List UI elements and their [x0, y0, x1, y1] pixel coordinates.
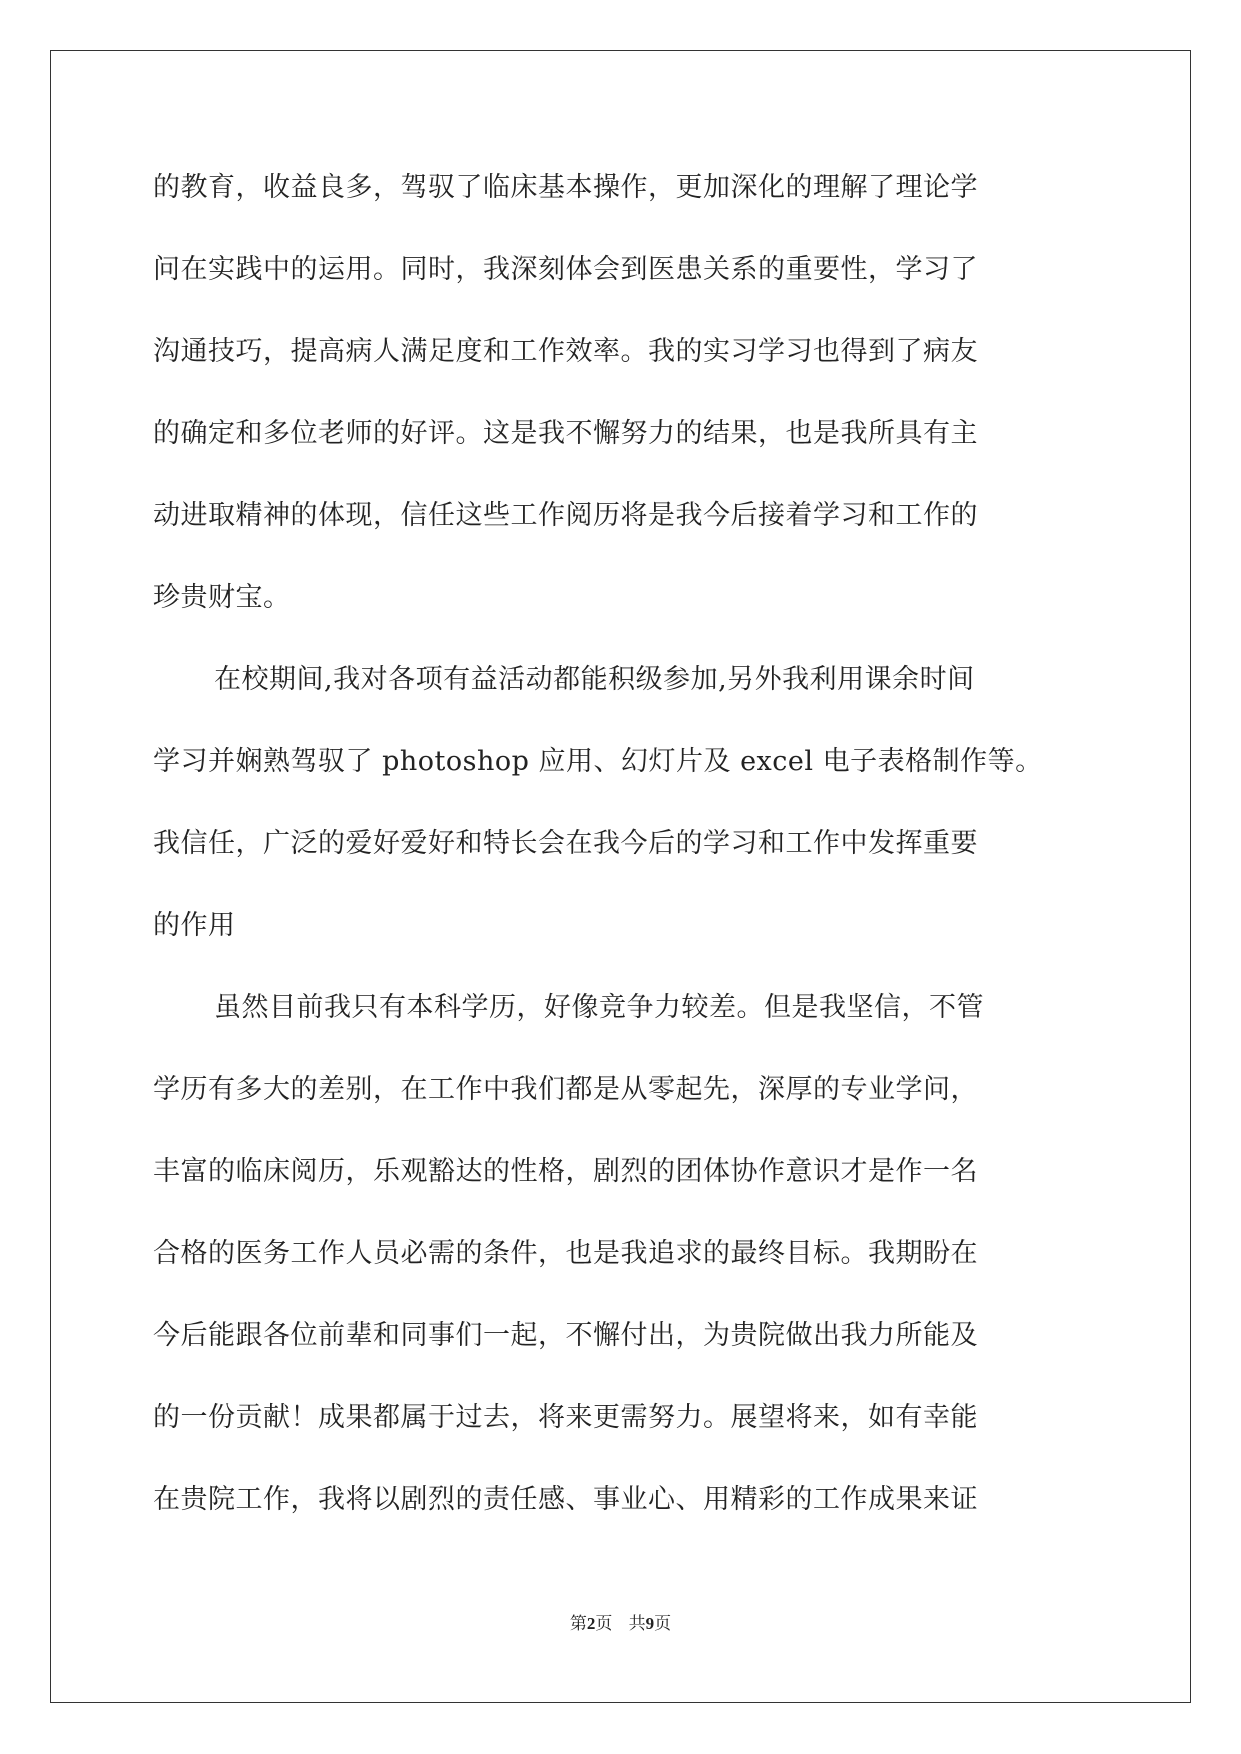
body-text-line: 动进取精神的体现，信任这些工作阅历将是我今后接着学习和工作的: [153, 500, 978, 531]
total-pages: 9: [645, 1614, 655, 1633]
total-suffix: 页: [654, 1614, 672, 1634]
page-number: 2: [586, 1614, 596, 1633]
body-text-line: 在贵院工作，我将以剧烈的责任感、事业心、用精彩的工作成果来证: [153, 1484, 978, 1515]
body-text-line: 我信任，广泛的爱好爱好和特长会在我今后的学习和工作中发挥重要: [153, 828, 978, 859]
page-prefix: 第: [569, 1614, 587, 1634]
body-text-line: 的确定和多位老师的好评。这是我不懈努力的结果，也是我所具有主: [153, 418, 978, 449]
body-text-line: 的教育，收益良多，驾驭了临床基本操作，更加深化的理解了理论学: [153, 172, 978, 203]
body-text-line: 珍贵财宝。: [153, 582, 291, 613]
body-text-line: 今后能跟各位前辈和同事们一起，不懈付出，为贵院做出我力所能及: [153, 1320, 978, 1351]
body-text-line: 学历有多大的差别，在工作中我们都是从零起先，深厚的专业学问，: [153, 1074, 978, 1105]
body-text-line: 的作用: [153, 910, 236, 941]
body-text-line: 在校期间,我对各项有益活动都能积级参加,另外我利用课余时间: [214, 664, 975, 695]
body-text-line: 沟通技巧，提高病人满足度和工作效率。我的实习学习也得到了病友: [153, 336, 978, 367]
body-text-line: 虽然目前我只有本科学历，好像竞争力较差。但是我坚信，不管: [214, 992, 984, 1023]
page-suffix: 页: [595, 1614, 613, 1634]
total-prefix: 共: [628, 1614, 646, 1634]
body-text-line: 丰富的临床阅历，乐观豁达的性格，剧烈的团体协作意识才是作一名: [153, 1156, 978, 1187]
body-text-line: 问在实践中的运用。同时，我深刻体会到医患关系的重要性，学习了: [153, 254, 978, 285]
body-text-line: 学习并娴熟驾驭了 photoshop 应用、幻灯片及 excel 电子表格制作等。: [153, 746, 1043, 777]
body-text-line: 的一份贡献！成果都属于过去，将来更需努力。展望将来，如有幸能: [153, 1402, 978, 1433]
page-border: [50, 50, 1191, 1703]
page-footer: [0, 1612, 1241, 1636]
body-text-line: 合格的医务工作人员必需的条件，也是我追求的最终目标。我期盼在: [153, 1238, 978, 1269]
